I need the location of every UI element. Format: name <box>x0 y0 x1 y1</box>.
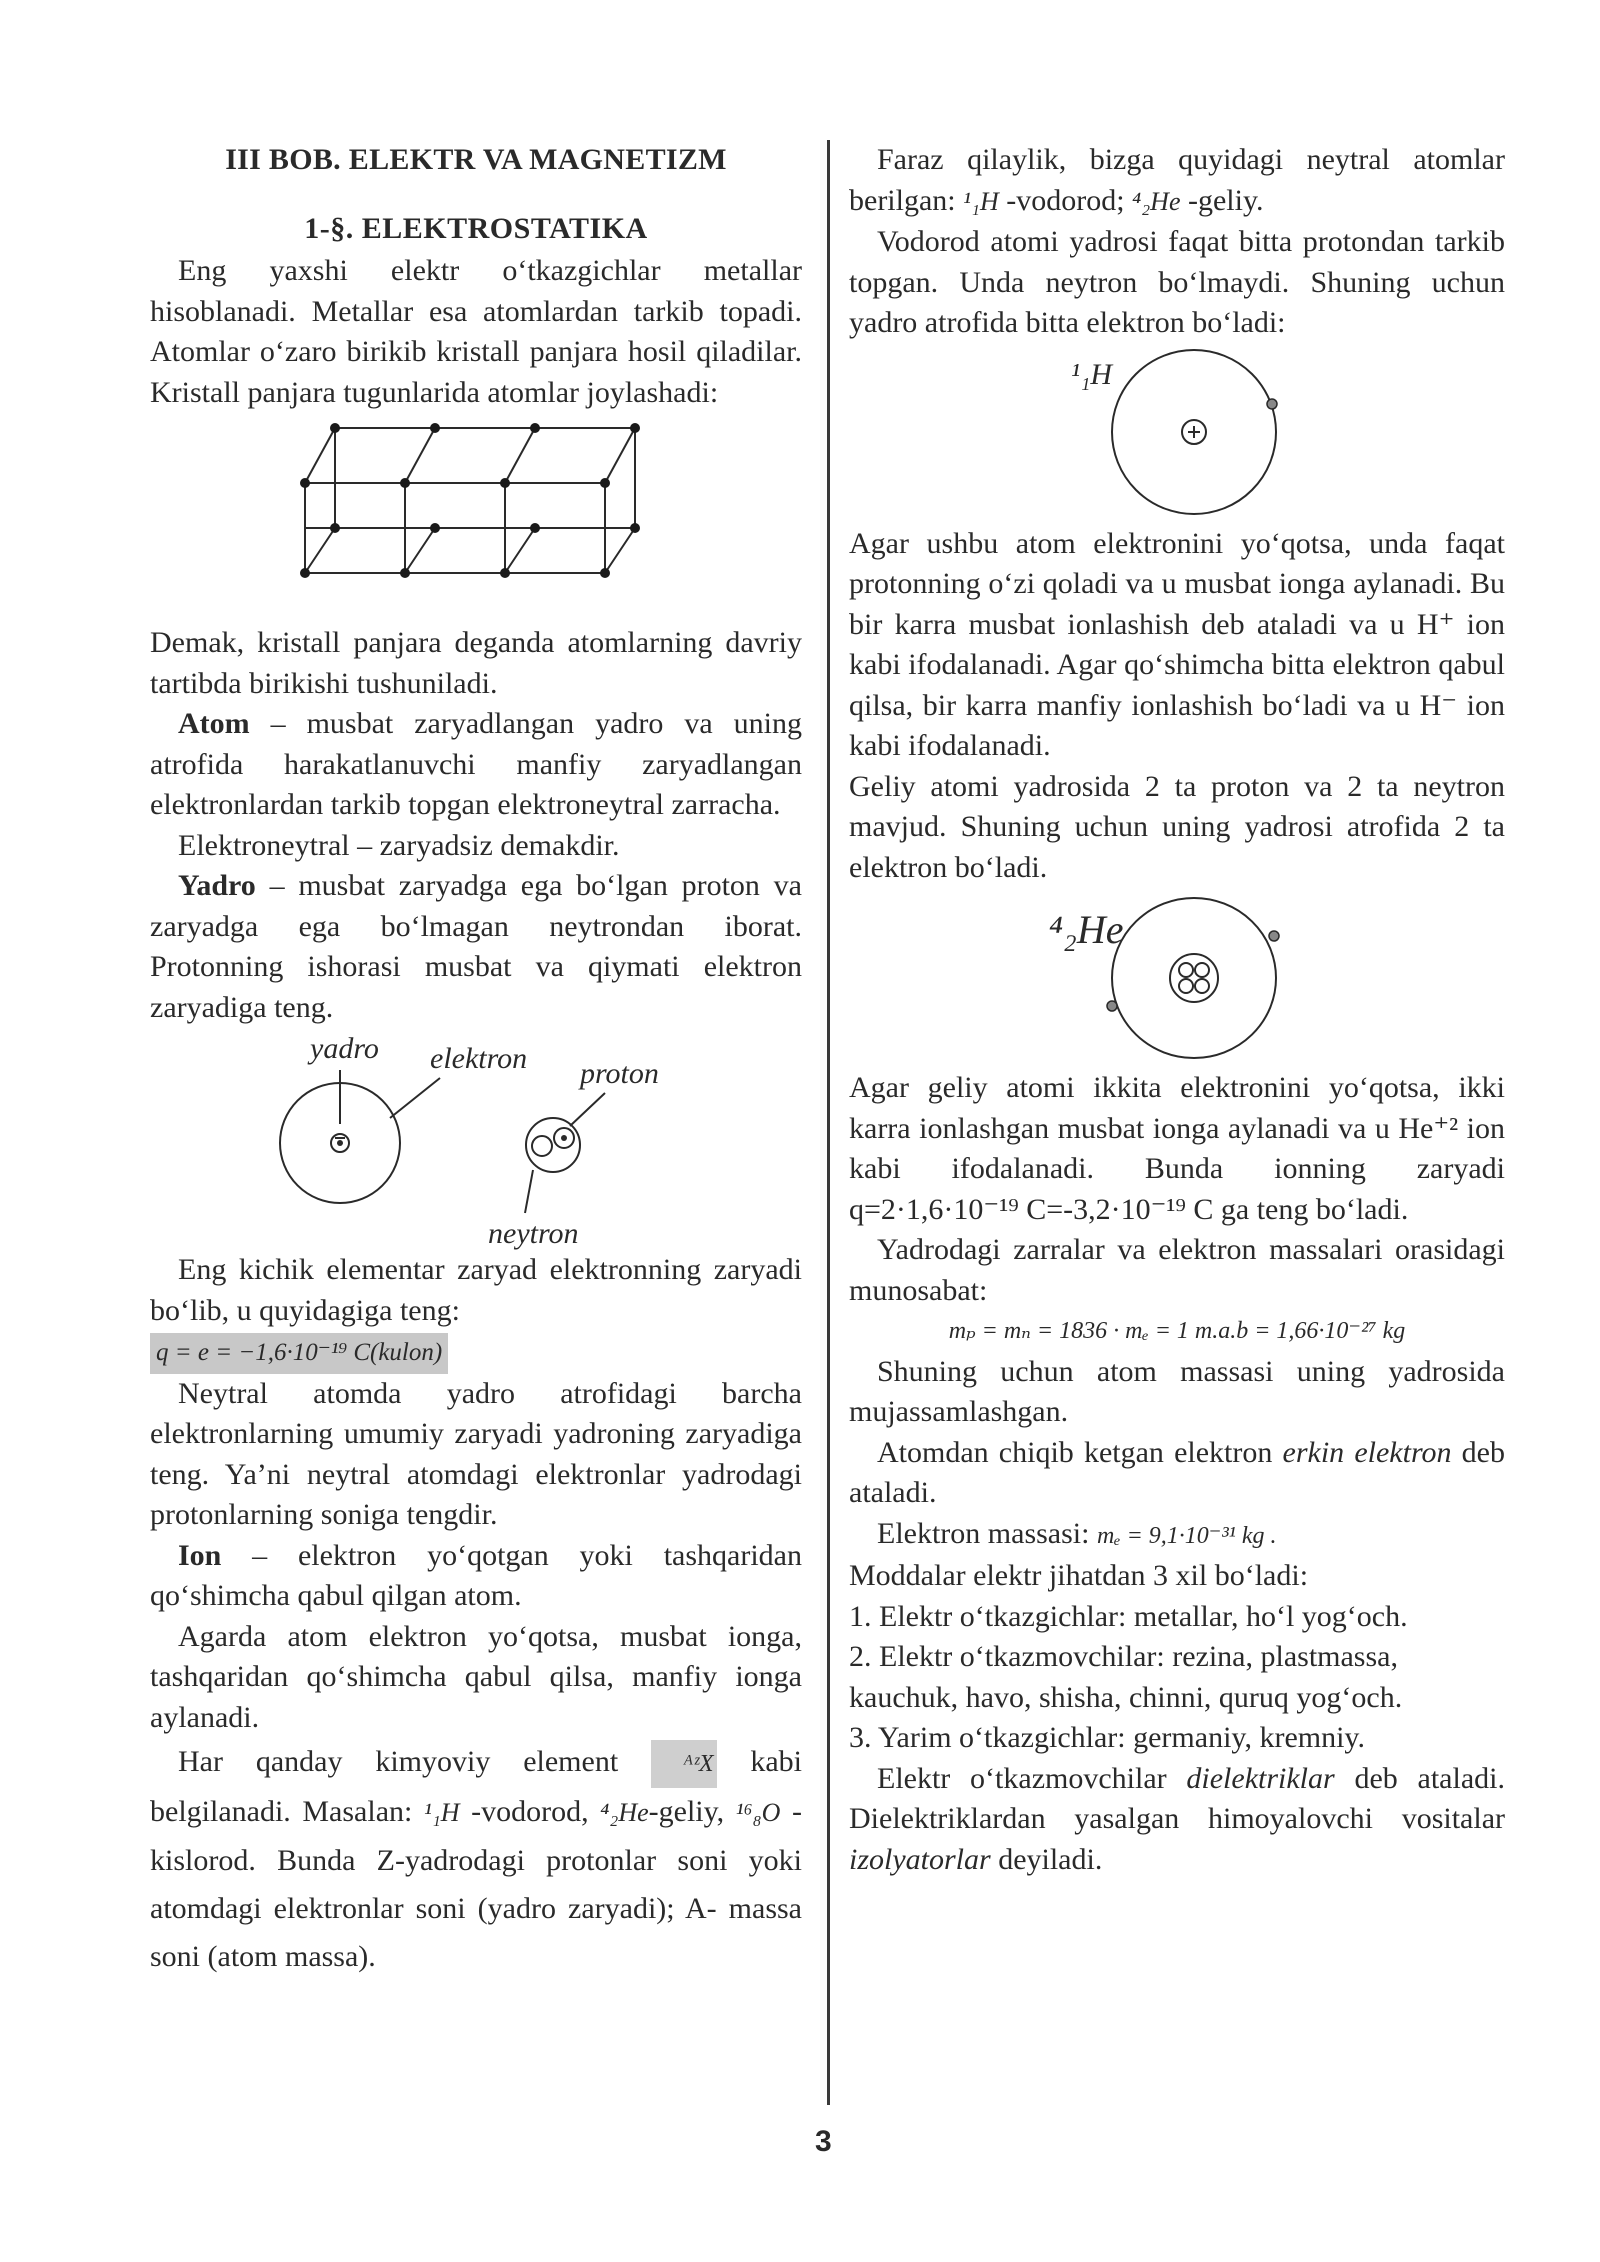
ion-definition: – elektron yo‘qotgan yoki tashqaridan qo‘shimcha qabul qilgan atom. <box>150 1538 802 1612</box>
term-ion: Ion <box>178 1538 222 1572</box>
formula-line <box>150 1331 802 1374</box>
label-elektron: elektron <box>430 1042 528 1075</box>
paragraph-elementary-charge: Eng kichik elementar zaryad elektronning zaryadi bo‘lib, u quyidagiga teng: <box>150 1253 802 1327</box>
crystal-lattice-figure <box>150 413 802 623</box>
hydrogen-label: ¹₁H <box>1071 357 1113 391</box>
element-symbol: ᴬᶻX <box>651 1740 717 1788</box>
helium-atom-figure <box>849 888 1505 1068</box>
list-item-insulators: 2. Elektr o‘tkazmovchilar: rezina, plastmassa, kauchuk, havo, shisha, chinni, quruq yog‘och. <box>849 1640 1403 1714</box>
paragraph-nucleus-definition <box>150 866 802 1028</box>
suppose-text-b: -vodorod; <box>998 183 1133 217</box>
label-neytron: neytron <box>488 1217 579 1250</box>
notation-text-a: Har qanday kimyoviy element <box>178 1745 619 1778</box>
paragraph-hydrogen-ion: Agar ushbu atom elektronini yo‘qotsa, unda faqat protonning o‘zi qoladi va u musbat ionga aylanadi. Bu bir karra musbat ionlashish deb ataladi va u H⁺ ion kabi ifodalanadi. Agar qo‘shimcha bitta elektron qabul qilsa, bir karra manfiy ionlashish bo‘ladi va u H⁻ ion kabi ifodalanadi. <box>849 526 1505 762</box>
helium-electron-1 <box>1269 931 1279 941</box>
list-item-conductors: 1. Elektr o‘tkazgichlar: metallar, ho‘l yog‘och. <box>849 1599 1408 1633</box>
page-number: 3 <box>815 2125 832 2158</box>
electron-mass-label: Elektron massasi: <box>877 1516 1097 1550</box>
paragraph-suppose <box>849 140 1505 222</box>
paragraph-dielectrics <box>849 1759 1505 1881</box>
hydrogen-atom-figure <box>849 344 1505 524</box>
paragraph-atom-definition <box>150 704 802 826</box>
helium-label: ⁴₂He <box>1049 907 1124 952</box>
paragraph-free-electron <box>849 1433 1505 1514</box>
chapter-title: III BOB. ELEKTR VA MAGNETIZM <box>225 143 727 176</box>
formula-elementary-charge: q = e = −1,6·10⁻¹⁹ C(kulon) <box>150 1333 448 1374</box>
paragraph-substance-types: Moddalar elektr jihatdan 3 xil bo‘ladi: <box>849 1559 1309 1592</box>
suppose-helium: ⁴₂He <box>1132 186 1181 216</box>
paragraph-neutral-atom: Neytral atomda yadro atrofidagi barcha elektronlarning umumiy zaryadi yadroning zaryadiga teng. Ya’ni neytral atomdagi elektronlar yadrodagi protonlarning soniga tengdir. <box>150 1376 802 1531</box>
paragraph-helium: Geliy atomi yadrosida 2 ta proton va 2 ta neytron mavjud. Shuning uchun uning yadrosi atrofida 2 ta elektron bo‘ladi. <box>849 769 1505 884</box>
example-helium: ⁴₂He <box>600 1798 649 1827</box>
free-electron-text-b: deb ataladi. <box>849 1435 1505 1509</box>
dielectrics-text-b: deb ataladi. Dielektriklardan yasalgan himoyalovchi vositalar <box>849 1761 1505 1835</box>
free-electron-text-a: Atomdan chiqib ketgan elektron <box>877 1435 1283 1469</box>
suppose-text-c: -geliy. <box>1180 183 1264 217</box>
formula-mass-relation: mₚ = mₙ = 1836 · mₑ = 1 m.a.b = 1,66·10⁻²⁷ kg <box>948 1318 1406 1344</box>
paragraph-hydrogen: Vodorod atomi yadrosi faqat bitta protondan tarkib topgan. Unda neytron bo‘lmaydi. Shuning uchun yadro atrofida bitta elektron bo‘ladi: <box>849 225 1505 339</box>
paragraph-mass-relation: Yadrodagi zarralar va elektron massalari orasidagi munosabat: <box>849 1233 1505 1307</box>
example-oxygen: ¹⁶₈O <box>735 1798 781 1827</box>
list-item-semiconductors: 3. Yarim o‘tkazgichlar: germaniy, kremniy. <box>849 1721 1365 1754</box>
paragraph-crystal: Demak, kristall panjara deganda atomlarning davriy tartibda birikishi tushuniladi. <box>150 626 802 700</box>
suppose-text-a: Faraz qilaylik, bizga quyidagi neytral atomlar berilgan: <box>849 143 1505 217</box>
right-column <box>849 140 1505 1880</box>
term-yadro: Yadro <box>178 869 256 902</box>
paragraph-element-notation <box>150 1738 802 1981</box>
paragraph-agarda: Agarda atom elektron yo‘qotsa, musbat ionga, tashqaridan qo‘shimcha qabul qilsa, manfiy ionga aylanadi. <box>150 1619 802 1734</box>
dielectrics-text-a: Elektr o‘tkazmovchilar <box>877 1761 1187 1795</box>
atom-structure-figure <box>150 1028 802 1250</box>
paragraph-electron-mass <box>849 1514 1505 1557</box>
example-hydrogen: ¹₁H <box>423 1798 460 1827</box>
free-electron-term: erkin elektron <box>1282 1435 1452 1469</box>
dielectrics-term: dielektriklar <box>1186 1761 1335 1795</box>
example-helium-text: -geliy, <box>648 1795 736 1828</box>
term-atom: Atom <box>178 707 250 740</box>
atom-definition: – musbat zaryadlangan yadro va uning atrofida harakatlanuvchi manfiy zaryadlangan elektronlardan tarkib topgan elektroneytral zarracha. <box>150 707 802 821</box>
yadro-definition: – musbat zaryadga ega bo‘lgan proton va zaryadga ega bo‘lmagan neytrondan iborat. Protonning ishorasi musbat va qiymati elektron zaryadiga teng. <box>150 869 802 1024</box>
paragraph-electroneutral: Elektroneytral – zaryadsiz demakdir. <box>178 828 620 862</box>
helium-orbit <box>1112 898 1276 1058</box>
example-oxygen-text: -kislorod. Bunda Z-yadrodagi protonlar soni yoki atomdagi elektronlar soni (yadro zaryadi); A- massa soni (atom massa). <box>150 1795 803 1973</box>
helium-electron-2 <box>1107 1001 1117 1011</box>
left-column <box>150 140 802 1981</box>
electron-mass-formula: mₑ = 9,1·10⁻³¹ kg . <box>1096 1522 1277 1549</box>
paragraph-helium-ion: Agar geliy atomi ikkita elektronini yo‘qotsa, ikki karra ionlashgan musbat ionga aylanadi va u He⁺² ion kabi ifodalanadi. Bunda ionning zaryadi q=2·1,6·10⁻¹⁹ C=-3,2·10⁻¹⁹ C ga teng bo‘ladi. <box>849 1071 1505 1226</box>
hydrogen-electron <box>1267 399 1277 409</box>
suppose-hydrogen: ¹₁H <box>963 186 999 216</box>
paragraph-conductors: Eng yaxshi elektr o‘tkazgichlar metallar hisoblanadi. Metallar esa atomlardan tarkib topadi. Atomlar o‘zaro birikib kristall panjara hosil qiladilar. Kristall panjara tugunlarida atomlar joylashadi: <box>150 254 802 409</box>
paragraph-ion-definition <box>150 1536 802 1617</box>
helium-nucleus <box>1170 954 1218 1002</box>
column-divider <box>827 140 830 2105</box>
dielectrics-text-c: deyiladi. <box>990 1842 1103 1876</box>
label-proton: proton <box>580 1057 659 1090</box>
label-yadro: yadro <box>310 1032 379 1065</box>
insulators-term: izolyatorlar <box>849 1842 991 1876</box>
notation-text-b: kabi belgilanadi. Masalan: <box>150 1745 803 1828</box>
section-title: 1-§. ELEKTROSTATIKA <box>304 211 648 245</box>
example-hydrogen-text: -vodorod, <box>459 1795 601 1828</box>
paragraph-atom-mass: Shuning uchun atom massasi uning yadrosida mujassamlashgan. <box>849 1354 1505 1428</box>
